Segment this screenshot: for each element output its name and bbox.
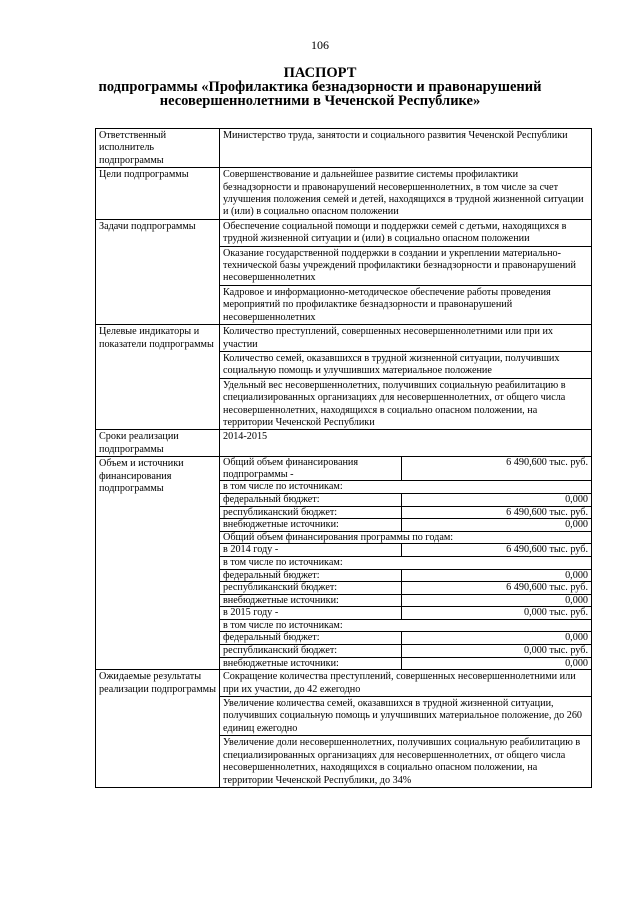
- result-item: Увеличение количества семей, оказавшихся в трудной жизненной ситуации, получивших социальную помощь и улучшивших материальное положение, до 260 единиц ежегодно: [220, 696, 591, 735]
- finance-2014-value: 6 490,600 тыс. руб.: [402, 544, 592, 557]
- goals-label: Цели подпрограммы: [96, 168, 220, 220]
- finance-2014-federal-label: федеральный бюджет:: [220, 569, 402, 582]
- finance-table: [220, 457, 591, 669]
- finance-2014-republic-label: республиканский бюджет:: [220, 582, 402, 595]
- finance-2014-extra-value: 0,000: [402, 594, 592, 607]
- indicator-item: Количество преступлений, совершенных несовершеннолетними или при их участии: [223, 326, 554, 350]
- finance-2015-by-source: в том числе по источникам:: [220, 619, 591, 632]
- row-results: [96, 670, 592, 788]
- executor-label: Ответственный исполнитель подпрограммы: [96, 129, 220, 168]
- finance-row: [220, 493, 591, 506]
- finance-republic-value: 6 490,600 тыс. руб.: [402, 506, 592, 519]
- finance-row: [220, 556, 591, 569]
- tasks-label: Задачи подпрограммы: [96, 219, 220, 324]
- finance-federal-label: федеральный бюджет:: [220, 493, 402, 506]
- finance-2015-extra-value: 0,000: [402, 657, 592, 669]
- finance-row: [220, 519, 591, 532]
- task-item: Кадровое и информационно-методическое обеспечение работы проведения мероприятий по профилактике безнадзорности и правонарушений несовершеннолетних: [220, 285, 591, 324]
- finance-by-source: в том числе по источникам:: [220, 481, 591, 494]
- finance-republic-label: республиканский бюджет:: [220, 506, 402, 519]
- terms-value: 2014-2015: [220, 430, 592, 457]
- row-finance: [96, 457, 592, 670]
- indicator-item: Количество семей, оказавшихся в трудной жизненной ситуации, получивших социальную помощь и улучшивших материальное положение: [220, 351, 591, 378]
- title-passport: ПАСПОРТ: [283, 65, 357, 81]
- indicator-item: Удельный вес несовершеннолетних, получивших социальную реабилитацию в специализированных организациях для несовершеннолетних, от общего числа несовершеннолетних, находящихся в социально опасном положении, на территории Чеченской Республики: [220, 378, 591, 430]
- finance-2014-label: в 2014 году -: [220, 544, 402, 557]
- finance-row: [220, 619, 591, 632]
- indicators-label: Целевые индикаторы и показатели подпрограммы: [96, 325, 220, 430]
- finance-2015-value: 0,000 тыс. руб.: [402, 607, 592, 620]
- result-item: Сокращение количества преступлений, совершенных несовершеннолетними или при их участии, до 42 ежегодно: [223, 671, 576, 695]
- finance-row: [220, 481, 591, 494]
- row-goals: [96, 168, 592, 220]
- indicators-list: [220, 325, 592, 430]
- terms-label: Сроки реализации подпрограммы: [96, 430, 220, 457]
- finance-2015-republic-value: 0,000 тыс. руб.: [402, 645, 592, 658]
- result-item: Увеличение доли несовершеннолетних, получивших социальную реабилитацию в специализированных организациях для несовершеннолетних, от общего числа несовершеннолетних, находящихся в социально опасном положении, на территории Чеченской Республики, до 34%: [220, 735, 591, 787]
- tasks-list: [220, 219, 592, 324]
- finance-row: [220, 594, 591, 607]
- finance-by-years: Общий объем финансирования программы по годам:: [220, 531, 591, 544]
- finance-2015-label: в 2015 году -: [220, 607, 402, 620]
- finance-row: [220, 569, 591, 582]
- finance-2015-extra-label: внебюджетные источники:: [220, 657, 402, 669]
- finance-row: [220, 657, 591, 669]
- finance-2015-republic-label: республиканский бюджет:: [220, 645, 402, 658]
- goals-value: Совершенствование и дальнейшее развитие системы профилактики безнадзорности и правонарушений несовершеннолетних, в том числе за счет улучшения положения семей и детей, находящихся в трудной жизненной ситуации и (или) в социально опасном положении: [220, 168, 592, 220]
- finance-2014-extra-label: внебюджетные источники:: [220, 594, 402, 607]
- finance-row: [220, 544, 591, 557]
- finance-2014-federal-value: 0,000: [402, 569, 592, 582]
- title-line-2: несовершеннолетними в Чеченской Республике»: [159, 93, 481, 109]
- finance-extra-value: 0,000: [402, 519, 592, 532]
- finance-2015-federal-value: 0,000: [402, 632, 592, 645]
- executor-value: Министерство труда, занятости и социального развития Чеченской Республики: [220, 129, 592, 168]
- row-terms: [96, 430, 592, 457]
- finance-row: [220, 457, 591, 481]
- passport-table: [95, 128, 592, 788]
- finance-total-value: 6 490,600 тыс. руб.: [402, 457, 592, 481]
- task-item: Обеспечение социальной помощи и поддержки семей с детьми, находящихся в трудной жизненной ситуации и (или) в социально опасном положении: [223, 220, 567, 245]
- finance-federal-value: 0,000: [402, 493, 592, 506]
- finance-total-label: Общий объем финансирования подпрограммы -: [220, 457, 402, 481]
- finance-row: [220, 506, 591, 519]
- row-indicators: [96, 325, 592, 430]
- finance-row: [220, 632, 591, 645]
- finance-label: Объем и источники финансирования подпрограммы: [96, 457, 220, 670]
- results-label: Ожидаемые результаты реализации подпрограммы: [96, 670, 220, 788]
- finance-cell: [220, 457, 592, 670]
- finance-row: [220, 607, 591, 620]
- finance-row: [220, 645, 591, 658]
- page-number: 106: [311, 38, 329, 52]
- results-list: [220, 670, 592, 788]
- document-title: [0, 66, 640, 108]
- finance-extra-label: внебюджетные источники:: [220, 519, 402, 532]
- finance-row: [220, 531, 591, 544]
- title-line-1: подпрограммы «Профилактика безнадзорности и правонарушений: [98, 79, 542, 95]
- row-executor: [96, 129, 592, 168]
- finance-2015-federal-label: федеральный бюджет:: [220, 632, 402, 645]
- task-item: Оказание государственной поддержки в создании и укреплении материально-технической базы учреждений профилактики безнадзорности и правонарушений несовершеннолетних: [220, 246, 591, 285]
- finance-row: [220, 582, 591, 595]
- finance-2014-republic-value: 6 490,600 тыс. руб.: [402, 582, 592, 595]
- row-tasks: [96, 219, 592, 324]
- finance-2014-by-source: в том числе по источникам:: [220, 556, 591, 569]
